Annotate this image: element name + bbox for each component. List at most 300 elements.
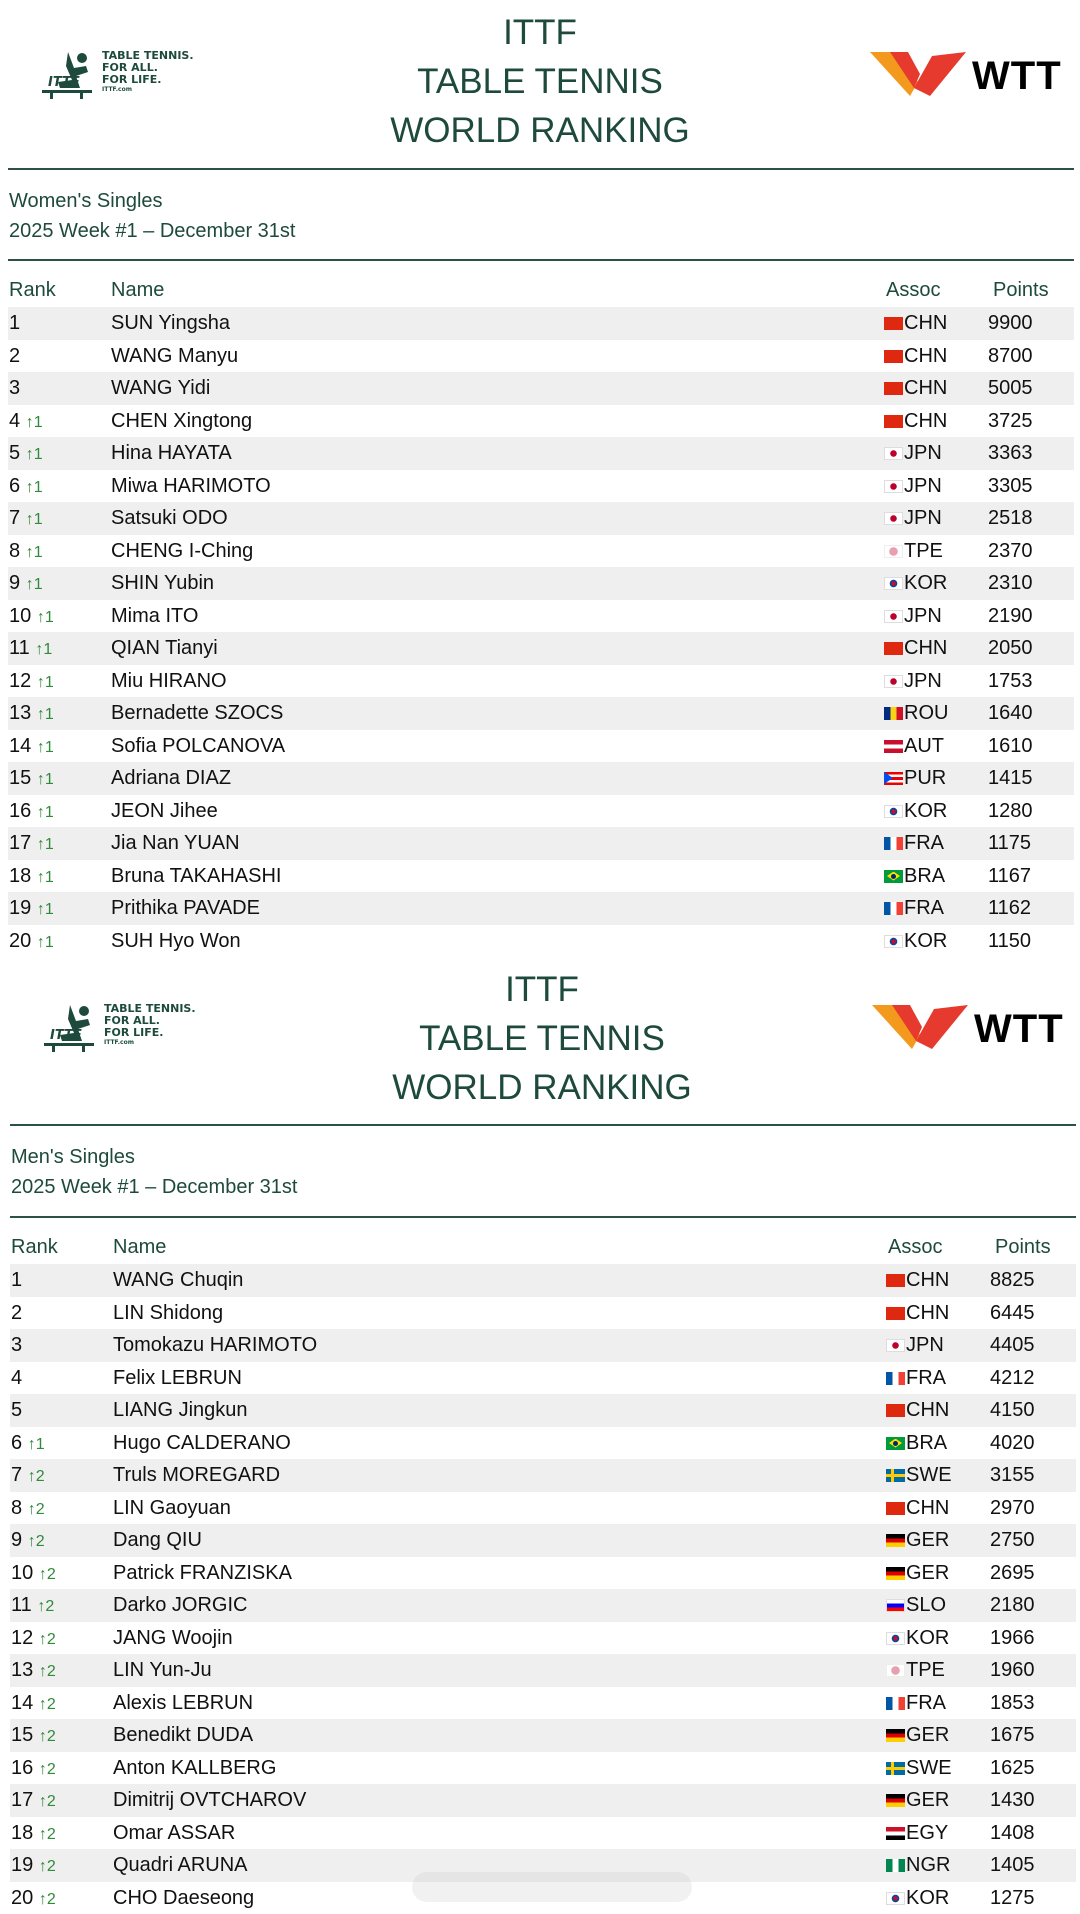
- player-name: Sofia POLCANOVA: [111, 735, 285, 757]
- rank-change-up-icon: ↑1: [37, 706, 54, 723]
- flag-jpn-icon: [884, 480, 903, 493]
- rank-cell: 7 ↑1: [9, 507, 43, 531]
- player-name: Truls MOREGARD: [113, 1464, 280, 1486]
- title-line-2: TABLE TENNIS: [0, 57, 1080, 106]
- flag-fra-icon: [884, 902, 903, 915]
- mens-ranking-section: [0, 953, 1080, 1906]
- flag-bra-icon: [886, 1437, 905, 1450]
- rank-cell: 18 ↑2: [11, 1822, 56, 1846]
- association-code: TPE: [906, 1659, 945, 1681]
- association-code: GER: [906, 1724, 949, 1746]
- flag-swe-icon: [886, 1762, 905, 1775]
- player-name: Felix LEBRUN: [113, 1367, 242, 1389]
- table-row: [8, 762, 1074, 795]
- points-value: 1675: [990, 1724, 1035, 1746]
- player-name: Omar ASSAR: [113, 1822, 235, 1844]
- rank-cell: 11 ↑1: [9, 637, 52, 661]
- flag-fra-icon: [884, 837, 903, 850]
- rank-cell: 17 ↑2: [11, 1789, 56, 1813]
- player-name: Alexis LEBRUN: [113, 1692, 253, 1714]
- rank-cell: 19 ↑2: [11, 1854, 56, 1878]
- rank-change-up-icon: ↑1: [37, 609, 54, 626]
- table-row: [10, 1459, 1076, 1492]
- points-value: 1640: [988, 702, 1033, 724]
- points-value: 1175: [988, 832, 1031, 854]
- association-code: GER: [906, 1529, 949, 1551]
- rank-cell: 13 ↑1: [9, 702, 54, 726]
- wtt-wordmark: WTT: [972, 54, 1062, 99]
- points-value: 3155: [990, 1464, 1035, 1486]
- rank-change-up-icon: ↑2: [39, 1631, 56, 1648]
- rank-cell: 5 ↑1: [9, 442, 43, 466]
- ittf-tagline: TABLE TENNIS. FOR ALL. FOR LIFE. ITTF.com: [104, 1003, 196, 1047]
- player-name: CHENG I-Ching: [111, 540, 253, 562]
- flag-kor-icon: [884, 935, 903, 948]
- column-header-name: Name: [113, 1236, 166, 1259]
- table-row: [10, 1427, 1076, 1460]
- flag-ger-icon: [886, 1794, 905, 1807]
- flag-chn-icon: [884, 350, 903, 363]
- week-label: 2025 Week #1 – December 31st: [9, 216, 295, 246]
- svg-text:ITTF: ITTF: [48, 75, 80, 90]
- rank-change-up-icon: ↑2: [28, 1468, 45, 1485]
- flag-bra-icon: [884, 870, 903, 883]
- association-code: CHN: [906, 1269, 949, 1291]
- flag-aut-icon: [884, 740, 903, 753]
- flag-tpe-icon: [884, 545, 903, 558]
- rank-change-up-icon: ↑1: [37, 771, 54, 788]
- points-value: 1167: [988, 865, 1031, 887]
- rank-change-up-icon: ↑2: [39, 1858, 56, 1875]
- player-name: Satsuki ODO: [111, 507, 228, 529]
- rank-change-up-icon: ↑1: [37, 739, 54, 756]
- rank-cell: 14 ↑2: [11, 1692, 56, 1716]
- association-code: BRA: [904, 865, 945, 887]
- points-value: 1280: [988, 800, 1033, 822]
- association-code: CHN: [906, 1302, 949, 1324]
- table-row: [8, 827, 1074, 860]
- player-name: LIANG Jingkun: [113, 1399, 248, 1421]
- player-name: LIN Yun-Ju: [113, 1659, 212, 1681]
- rank-change-up-icon: ↑2: [39, 1891, 56, 1908]
- association-code: KOR: [904, 930, 947, 952]
- points-value: 4212: [990, 1367, 1035, 1389]
- table-row: [10, 1297, 1076, 1330]
- rank-cell: 9 ↑2: [11, 1529, 45, 1553]
- rank-cell: 4: [11, 1367, 22, 1391]
- points-value: 1405: [990, 1854, 1035, 1876]
- association-code: SLO: [906, 1594, 946, 1616]
- points-value: 5005: [988, 377, 1033, 399]
- rank-cell: 3: [9, 377, 20, 401]
- table-row: [10, 1817, 1076, 1850]
- player-name: Bernadette SZOCS: [111, 702, 283, 724]
- table-row: [8, 892, 1074, 925]
- points-value: 6445: [990, 1302, 1035, 1324]
- flag-pur-icon: [884, 772, 903, 785]
- flag-chn-icon: [886, 1502, 905, 1515]
- player-name: Prithika PAVADE: [111, 897, 260, 919]
- player-name: CHO Daeseong: [113, 1887, 254, 1909]
- rank-change-up-icon: ↑1: [37, 674, 54, 691]
- ittf-tagline: TABLE TENNIS. FOR ALL. FOR LIFE. ITTF.com: [102, 50, 194, 94]
- rank-cell: 8 ↑2: [11, 1497, 45, 1521]
- flag-jpn-icon: [884, 447, 903, 460]
- points-value: 2370: [988, 540, 1033, 562]
- player-name: Dang QIU: [113, 1529, 202, 1551]
- table-row: [10, 1329, 1076, 1362]
- flag-chn-icon: [884, 317, 903, 330]
- player-name: Mima ITO: [111, 605, 198, 627]
- watermark: [412, 1872, 692, 1902]
- table-row: [10, 1589, 1076, 1622]
- rank-cell: 7 ↑2: [11, 1464, 45, 1488]
- association-code: PUR: [904, 767, 946, 789]
- rank-cell: 1: [9, 312, 20, 336]
- points-value: 2518: [988, 507, 1033, 529]
- association-code: BRA: [906, 1432, 947, 1454]
- association-code: KOR: [906, 1627, 949, 1649]
- player-name: WANG Yidi: [111, 377, 210, 399]
- points-value: 1430: [990, 1789, 1035, 1811]
- association-code: NGR: [906, 1854, 950, 1876]
- rank-cell: 18 ↑1: [9, 865, 54, 889]
- flag-kor-icon: [886, 1892, 905, 1905]
- points-value: 2970: [990, 1497, 1035, 1519]
- table-row: [10, 1362, 1076, 1395]
- points-value: 1150: [988, 930, 1031, 952]
- flag-jpn-icon: [884, 610, 903, 623]
- rank-cell: 2: [11, 1302, 22, 1326]
- week-label: 2025 Week #1 – December 31st: [11, 1172, 297, 1202]
- player-name: Adriana DIAZ: [111, 767, 231, 789]
- points-value: 4405: [990, 1334, 1035, 1356]
- points-value: 2050: [988, 637, 1033, 659]
- points-value: 2695: [990, 1562, 1035, 1584]
- association-code: CHN: [906, 1399, 949, 1421]
- rank-cell: 16 ↑1: [9, 800, 54, 824]
- table-row: [10, 1622, 1076, 1655]
- title-line-1: ITTF: [0, 8, 1080, 57]
- association-code: AUT: [904, 735, 944, 757]
- player-name: Hina HAYATA: [111, 442, 232, 464]
- player-name: Miu HIRANO: [111, 670, 227, 692]
- association-code: GER: [906, 1789, 949, 1811]
- player-name: WANG Manyu: [111, 345, 238, 367]
- rank-change-up-icon: ↑2: [39, 1566, 56, 1583]
- points-value: 4150: [990, 1399, 1035, 1421]
- player-name: JANG Woojin: [113, 1627, 233, 1649]
- flag-chn-icon: [886, 1307, 905, 1320]
- rank-change-up-icon: ↑2: [37, 1598, 54, 1615]
- points-value: 1408: [990, 1822, 1035, 1844]
- rank-change-up-icon: ↑1: [37, 869, 54, 886]
- rank-cell: 10 ↑1: [9, 605, 54, 629]
- association-code: CHN: [904, 345, 947, 367]
- flag-tpe-icon: [886, 1664, 905, 1677]
- player-name: Miwa HARIMOTO: [111, 475, 271, 497]
- rank-cell: 20 ↑2: [11, 1887, 56, 1911]
- rank-cell: 17 ↑1: [9, 832, 54, 856]
- table-row: [8, 632, 1074, 665]
- rank-change-up-icon: ↑2: [39, 1663, 56, 1680]
- points-value: 2310: [988, 572, 1033, 594]
- points-value: 8825: [990, 1269, 1035, 1291]
- flag-ngr-icon: [886, 1859, 905, 1872]
- title-line-2: TABLE TENNIS: [2, 1014, 1080, 1063]
- table-row: [10, 1784, 1076, 1817]
- divider: [10, 1124, 1076, 1126]
- table-row: [8, 502, 1074, 535]
- column-header-assoc: Assoc: [888, 1236, 942, 1259]
- rank-cell: 15 ↑2: [11, 1724, 56, 1748]
- category-title: Women's Singles: [9, 186, 163, 216]
- rank-cell: 4 ↑1: [9, 410, 43, 434]
- player-name: Patrick FRANZISKA: [113, 1562, 292, 1584]
- mens-ranking-table: [10, 1264, 1076, 1914]
- player-name: LIN Gaoyuan: [113, 1497, 231, 1519]
- table-row: [8, 600, 1074, 633]
- points-value: 2180: [990, 1594, 1035, 1616]
- rank-cell: 19 ↑1: [9, 897, 54, 921]
- association-code: TPE: [904, 540, 943, 562]
- association-code: EGY: [906, 1822, 948, 1844]
- points-value: 2750: [990, 1529, 1035, 1551]
- table-row: [8, 307, 1074, 340]
- rank-cell: 12 ↑2: [11, 1627, 56, 1651]
- rank-change-up-icon: ↑1: [26, 576, 43, 593]
- divider: [10, 1216, 1076, 1218]
- association-code: CHN: [904, 410, 947, 432]
- rank-change-up-icon: ↑1: [26, 511, 43, 528]
- rank-change-up-icon: ↑1: [26, 544, 43, 561]
- player-name: Dimitrij OVTCHAROV: [113, 1789, 306, 1811]
- table-row: [8, 665, 1074, 698]
- title-line-3: WORLD RANKING: [0, 106, 1080, 155]
- flag-chn-icon: [884, 415, 903, 428]
- points-value: 1625: [990, 1757, 1035, 1779]
- player-name: LIN Shidong: [113, 1302, 223, 1324]
- association-code: JPN: [904, 507, 942, 529]
- column-header-rank: Rank: [11, 1236, 58, 1259]
- rank-cell: 20 ↑1: [9, 930, 54, 954]
- association-code: JPN: [904, 605, 942, 627]
- association-code: FRA: [904, 897, 944, 919]
- points-value: 1960: [990, 1659, 1035, 1681]
- column-header-name: Name: [111, 279, 164, 302]
- table-row: [10, 1394, 1076, 1427]
- rank-cell: 6 ↑1: [11, 1432, 45, 1456]
- rank-change-up-icon: ↑2: [39, 1696, 56, 1713]
- title-line-3: WORLD RANKING: [2, 1063, 1080, 1112]
- rank-cell: 8 ↑1: [9, 540, 43, 564]
- column-header-rank: Rank: [9, 279, 56, 302]
- flag-egy-icon: [886, 1827, 905, 1840]
- flag-ger-icon: [886, 1729, 905, 1742]
- association-code: JPN: [904, 670, 942, 692]
- rank-change-up-icon: ↑1: [37, 804, 54, 821]
- table-row: [8, 860, 1074, 893]
- points-value: 1162: [988, 897, 1031, 919]
- womens-ranking-section: [0, 0, 1080, 953]
- flag-fra-icon: [886, 1697, 905, 1710]
- rank-cell: 14 ↑1: [9, 735, 54, 759]
- player-name: Bruna TAKAHASHI: [111, 865, 281, 887]
- rank-change-up-icon: ↑1: [37, 836, 54, 853]
- points-value: 1966: [990, 1627, 1035, 1649]
- flag-jpn-icon: [886, 1339, 905, 1352]
- table-row: [8, 340, 1074, 373]
- points-value: 1853: [990, 1692, 1035, 1714]
- rank-cell: 12 ↑1: [9, 670, 54, 694]
- points-value: 1415: [988, 767, 1033, 789]
- divider: [8, 259, 1074, 261]
- rank-change-up-icon: ↑1: [26, 446, 43, 463]
- table-row: [8, 405, 1074, 438]
- rank-cell: 3: [11, 1334, 22, 1358]
- player-name: CHEN Xingtong: [111, 410, 252, 432]
- association-code: CHN: [904, 637, 947, 659]
- flag-rou-icon: [884, 707, 903, 720]
- player-name: SUN Yingsha: [111, 312, 230, 334]
- rank-cell: 5: [11, 1399, 22, 1423]
- rank-cell: 11 ↑2: [11, 1594, 54, 1618]
- association-code: KOR: [904, 572, 947, 594]
- table-row: [8, 730, 1074, 763]
- table-row: [8, 372, 1074, 405]
- association-code: CHN: [904, 312, 947, 334]
- association-code: SWE: [906, 1757, 952, 1779]
- category-title: Men's Singles: [11, 1142, 135, 1172]
- flag-kor-icon: [884, 577, 903, 590]
- table-row: [8, 697, 1074, 730]
- flag-chn-icon: [884, 642, 903, 655]
- wtt-wordmark: WTT: [974, 1007, 1064, 1052]
- rank-change-up-icon: ↑1: [26, 479, 43, 496]
- table-row: [10, 1492, 1076, 1525]
- flag-kor-icon: [886, 1632, 905, 1645]
- column-header-assoc: Assoc: [886, 279, 940, 302]
- association-code: KOR: [906, 1887, 949, 1909]
- association-code: FRA: [904, 832, 944, 854]
- player-name: Darko JORGIC: [113, 1594, 247, 1616]
- rank-change-up-icon: ↑1: [37, 934, 54, 951]
- points-value: 3363: [988, 442, 1033, 464]
- rank-change-up-icon: ↑1: [26, 414, 43, 431]
- association-code: JPN: [904, 475, 942, 497]
- association-code: GER: [906, 1562, 949, 1584]
- table-row: [10, 1752, 1076, 1785]
- player-name: Anton KALLBERG: [113, 1757, 276, 1779]
- player-name: SHIN Yubin: [111, 572, 214, 594]
- flag-jpn-icon: [884, 512, 903, 525]
- flag-kor-icon: [884, 805, 903, 818]
- rank-cell: 13 ↑2: [11, 1659, 56, 1683]
- points-value: 9900: [988, 312, 1033, 334]
- table-row: [10, 1654, 1076, 1687]
- points-value: 3305: [988, 475, 1033, 497]
- flag-chn-icon: [886, 1404, 905, 1417]
- rank-change-up-icon: ↑1: [37, 901, 54, 918]
- table-row: [10, 1524, 1076, 1557]
- flag-fra-icon: [886, 1372, 905, 1385]
- rank-change-up-icon: ↑2: [39, 1793, 56, 1810]
- table-row: [10, 1557, 1076, 1590]
- divider: [8, 168, 1074, 170]
- association-code: CHN: [906, 1497, 949, 1519]
- points-value: 1610: [988, 735, 1033, 757]
- flag-chn-icon: [886, 1274, 905, 1287]
- rank-change-up-icon: ↑2: [39, 1826, 56, 1843]
- points-value: 3725: [988, 410, 1033, 432]
- flag-chn-icon: [884, 382, 903, 395]
- rank-cell: 9 ↑1: [9, 572, 43, 596]
- association-code: ROU: [904, 702, 948, 724]
- rank-cell: 2: [9, 345, 20, 369]
- table-row: [10, 1719, 1076, 1752]
- association-code: KOR: [904, 800, 947, 822]
- table-row: [8, 437, 1074, 470]
- table-row: [8, 795, 1074, 828]
- association-code: JPN: [906, 1334, 944, 1356]
- table-row: [10, 1687, 1076, 1720]
- rank-change-up-icon: ↑2: [28, 1501, 45, 1518]
- association-code: CHN: [904, 377, 947, 399]
- flag-ger-icon: [886, 1567, 905, 1580]
- table-row: [8, 535, 1074, 568]
- player-name: JEON Jihee: [111, 800, 218, 822]
- rank-cell: 15 ↑1: [9, 767, 54, 791]
- flag-ger-icon: [886, 1534, 905, 1547]
- player-name: Quadri ARUNA: [113, 1854, 248, 1876]
- flag-jpn-icon: [884, 675, 903, 688]
- title-line-1: ITTF: [2, 965, 1080, 1014]
- association-code: JPN: [904, 442, 942, 464]
- column-header-points: Points: [993, 279, 1049, 302]
- points-value: 4020: [990, 1432, 1035, 1454]
- player-name: Benedikt DUDA: [113, 1724, 253, 1746]
- points-value: 8700: [988, 345, 1033, 367]
- points-value: 1275: [990, 1887, 1035, 1909]
- points-value: 2190: [988, 605, 1033, 627]
- rank-change-up-icon: ↑2: [39, 1761, 56, 1778]
- player-name: Jia Nan YUAN: [111, 832, 240, 854]
- association-code: FRA: [906, 1692, 946, 1714]
- womens-ranking-table: [8, 307, 1074, 957]
- player-name: SUH Hyo Won: [111, 930, 241, 952]
- rank-cell: 10 ↑2: [11, 1562, 56, 1586]
- table-row: [8, 567, 1074, 600]
- player-name: Tomokazu HARIMOTO: [113, 1334, 317, 1356]
- rank-change-up-icon: ↑2: [28, 1533, 45, 1550]
- player-name: Hugo CALDERANO: [113, 1432, 291, 1454]
- rank-change-up-icon: ↑1: [28, 1436, 45, 1453]
- svg-text:ITTF: ITTF: [50, 1028, 82, 1043]
- rank-cell: 1: [11, 1269, 22, 1293]
- table-row: [10, 1264, 1076, 1297]
- player-name: QIAN Tianyi: [111, 637, 218, 659]
- player-name: WANG Chuqin: [113, 1269, 243, 1291]
- points-value: 1753: [988, 670, 1033, 692]
- association-code: FRA: [906, 1367, 946, 1389]
- table-row: [8, 470, 1074, 503]
- rank-cell: 16 ↑2: [11, 1757, 56, 1781]
- rank-change-up-icon: ↑1: [35, 641, 52, 658]
- flag-swe-icon: [886, 1469, 905, 1482]
- column-header-points: Points: [995, 1236, 1051, 1259]
- flag-slo-icon: [886, 1599, 905, 1612]
- rank-cell: 6 ↑1: [9, 475, 43, 499]
